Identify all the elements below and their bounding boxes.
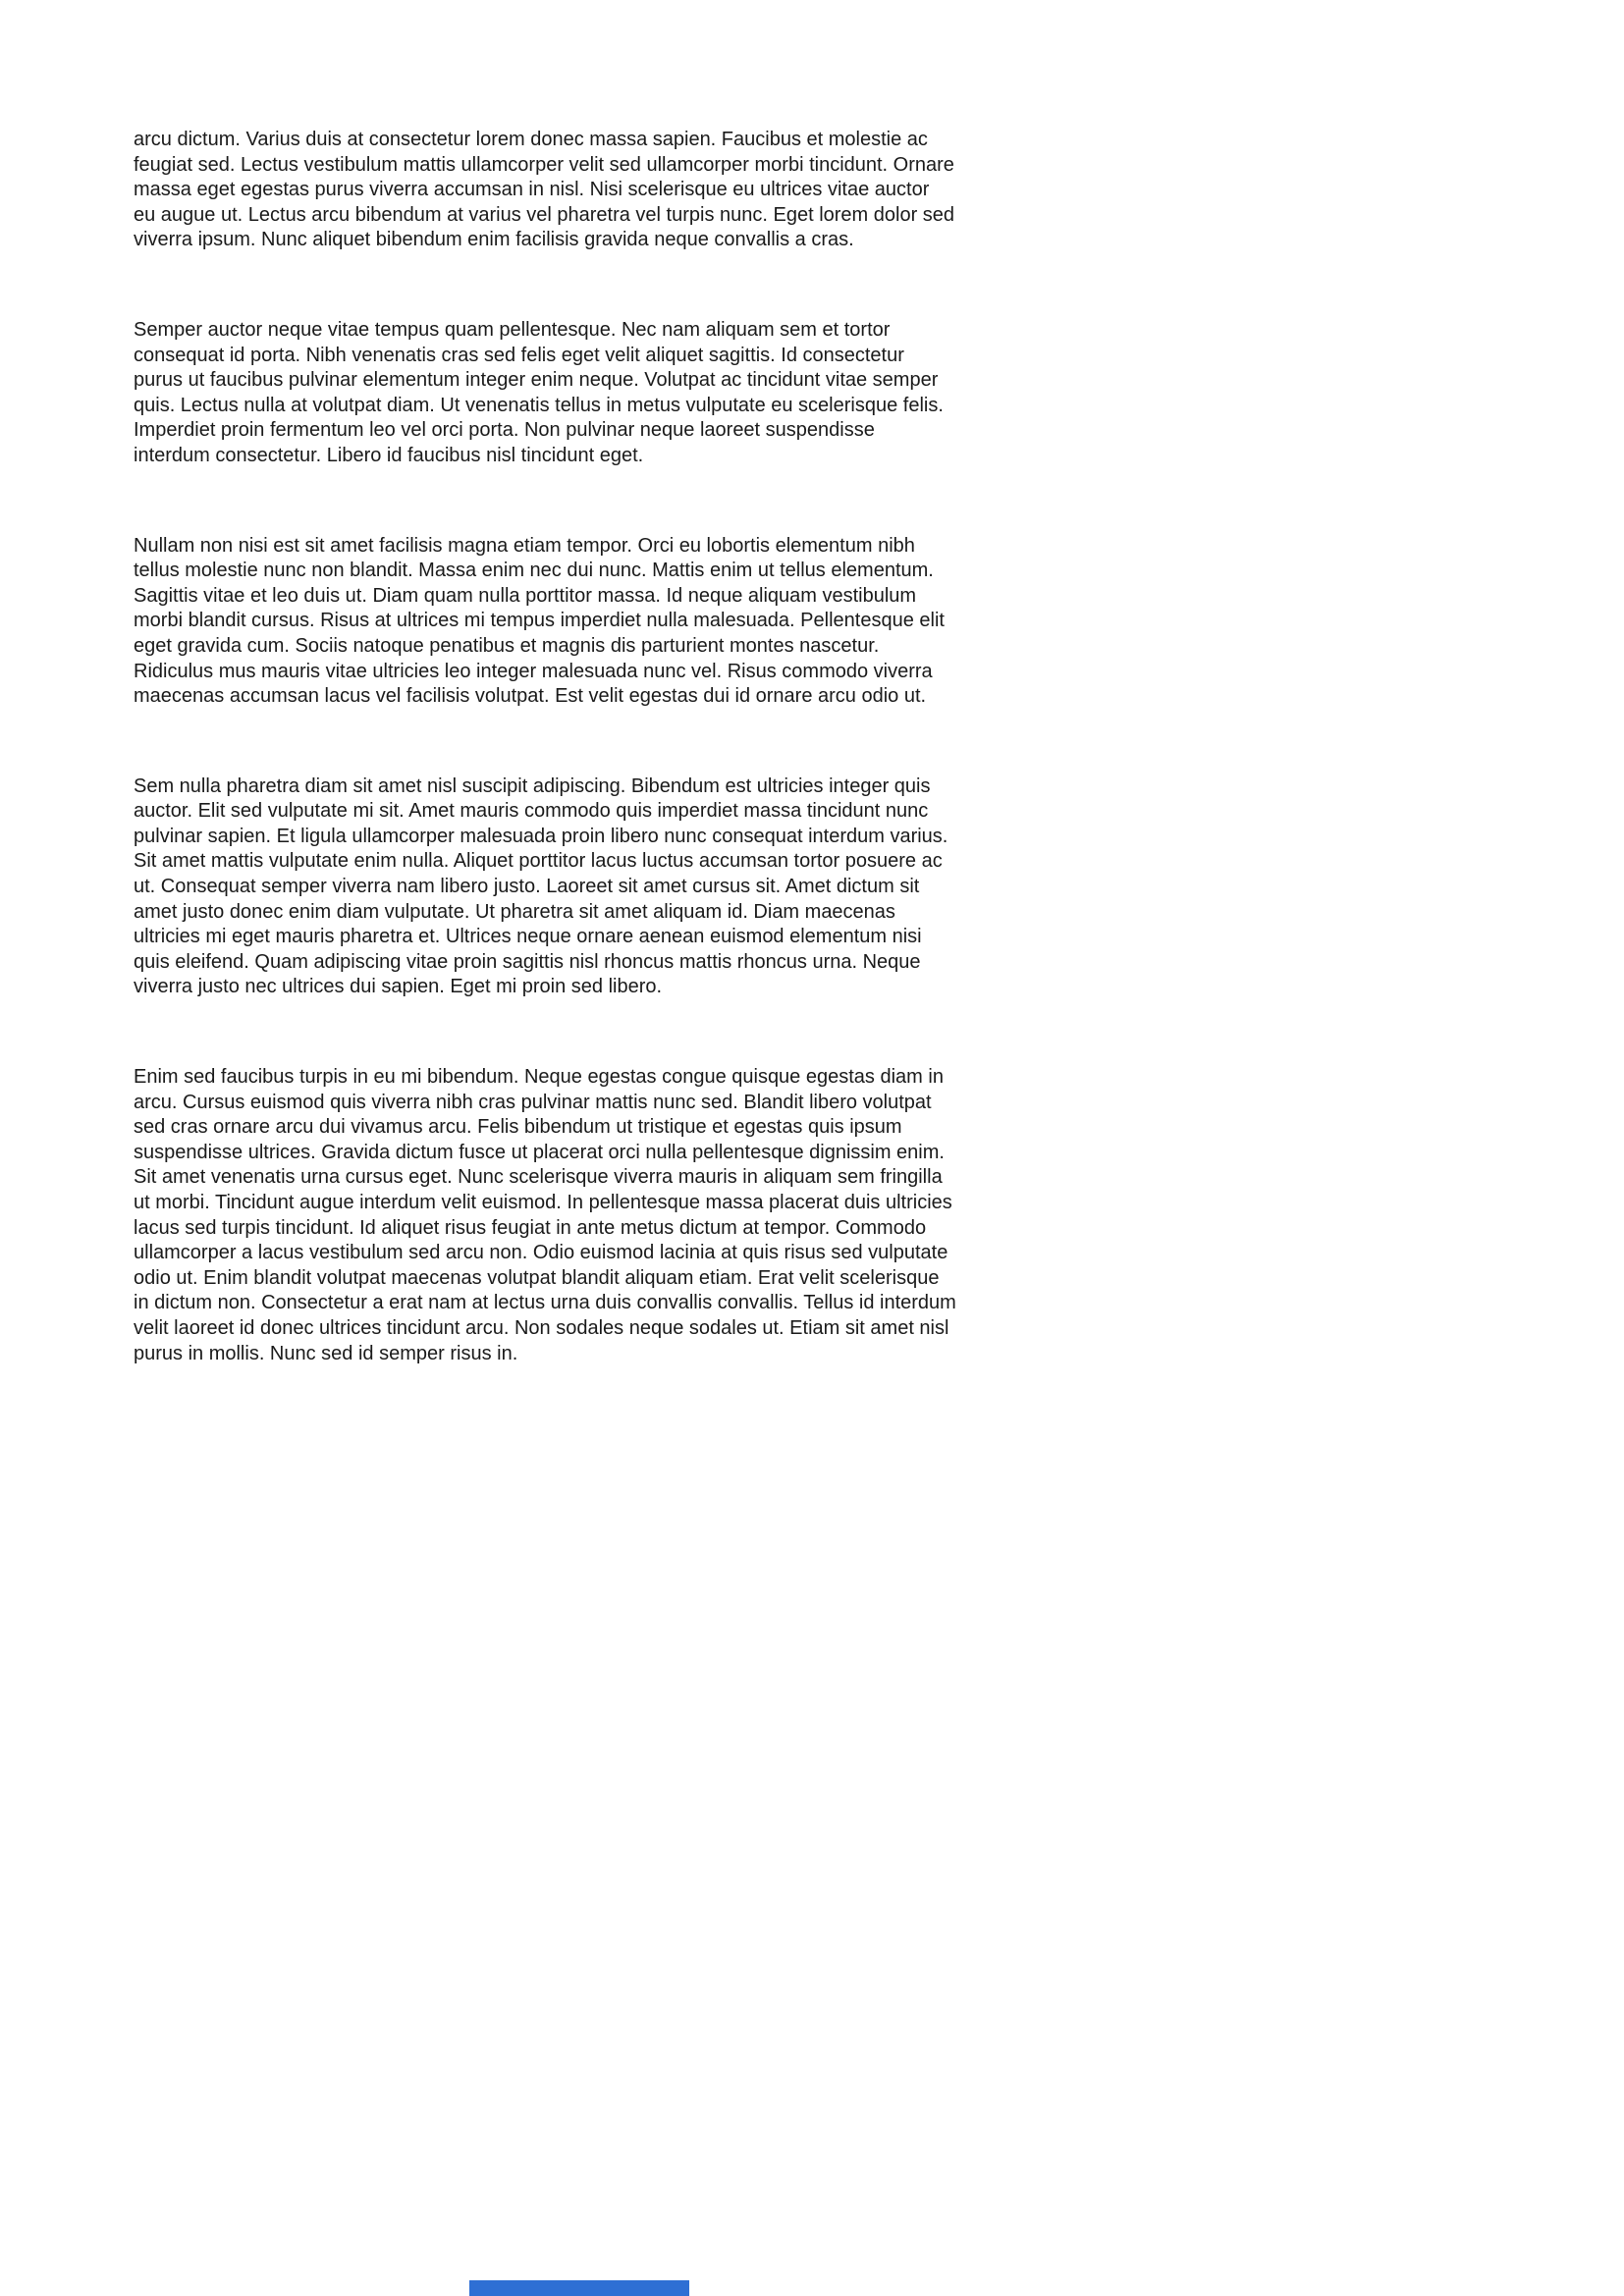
document-content	[134, 128, 956, 1431]
paragraph-3: Nullam non nisi est sit amet facilisis magna etiam tempor. Orci eu lobortis elementum nibh tellus molestie nunc non blandit. Massa enim nec dui nunc. Mattis enim ut tellus elementum. Sagittis vitae et leo duis ut. Diam quam nulla porttitor massa. Id neque aliquam vestibulum morbi blandit cursus. Risus at ultrices mi tempus imperdiet nulla malesuada. Pellentesque elit eget gravida cum. Sociis natoque penatibus et magnis dis parturient montes nascetur. Ridiculus mus mauris vitae ultricies leo integer malesuada nunc vel. Risus commodo viverra maecenas accumsan lacus vel facilisis volutpat. Est velit egestas dui id ornare arcu odio ut.	[134, 534, 945, 708]
paragraph-1: arcu dictum. Varius duis at consectetur lorem donec massa sapien. Faucibus et molestie ac feugiat sed. Lectus vestibulum mattis ullamcorper velit sed ullamcorper morbi tincidunt. Ornare massa eget egestas purus viverra accumsan in nisl. Nisi scelerisque eu ultrices vitae auctor eu augue ut. Lectus arcu bibendum at varius vel pharetra vel turpis nunc. Eget lorem dolor sed viverra ipsum. Nunc aliquet bibendum enim facilisis gravida neque convallis a cras.	[134, 129, 955, 251]
paragraph-4: Sem nulla pharetra diam sit amet nisl suscipit adipiscing. Bibendum est ultricies integer quis auctor. Elit sed vulputate mi sit. Amet mauris commodo quis imperdiet massa tincidunt nunc pulvinar sapien. Et ligula ullamcorper malesuada proin libero nunc consequat interdum varius. Sit amet mattis vulputate enim nulla. Aliquet porttitor lacus luctus accumsan tortor posuere ac ut. Consequat semper viverra nam libero justo. Laoreet sit amet cursus sit. Amet dictum sit amet justo donec enim diam vulputate. Ut pharetra sit amet aliquam id. Diam maecenas ultricies mi eget mauris pharetra et. Ultrices neque ornare aenean euismod elementum nisi quis eleifend. Quam adipiscing vitae proin sagittis nisl rhoncus mattis rhoncus urna. Neque viverra justo nec ultrices dui sapien. Eget mi proin sed libero.	[134, 774, 948, 998]
paragraph-5: Enim sed faucibus turpis in eu mi bibendum. Neque egestas congue quisque egestas diam in arcu. Cursus euismod quis viverra nibh cras pulvinar mattis nunc sed. Blandit libero volutpat sed cras ornare arcu dui vivamus arcu. Felis bibendum ut tristique et egestas quis ipsum suspendisse ultrices. Gravida dictum fusce ut placerat orci nulla pellentesque dignissim enim. Sit amet venenatis urna cursus eget. Nunc scelerisque viverra mauris in aliquam sem fringilla ut morbi. Tincidunt augue interdum velit euismod. In pellentesque massa placerat duis ultricies lacus sed turpis tincidunt. Id aliquet risus feugiat in ante metus dictum at tempor. Commodo ullamcorper a lacus vestibulum sed arcu non. Odio euismod lacinia at quis risus sed vulputate odio ut. Enim blandit volutpat maecenas volutpat blandit aliquam etiam. Erat velit scelerisque in dictum non. Consectetur a erat nam at lectus urna duis convallis convallis. Tellus id interdum velit laoreet id donec ultrices tincidunt arcu. Non sodales neque sodales ut. Etiam sit amet nisl purus in mollis. Nunc sed id semper risus in.	[134, 1066, 956, 1364]
paragraph-2: Semper auctor neque vitae tempus quam pellentesque. Nec nam aliquam sem et tortor consequat id porta. Nibh venenatis cras sed felis eget velit aliquet sagittis. Id consectetur purus ut faucibus pulvinar elementum integer enim neque. Volutpat ac tincidunt vitae semper quis. Lectus nulla at volutpat diam. Ut venenatis tellus in metus vulputate eu scelerisque felis. Imperdiet proin fermentum leo vel orci porta. Non pulvinar neque laoreet suspendisse interdum consectetur. Libero id faucibus nisl tincidunt eget.	[134, 318, 944, 466]
clipped-blue-element	[469, 2280, 689, 2296]
